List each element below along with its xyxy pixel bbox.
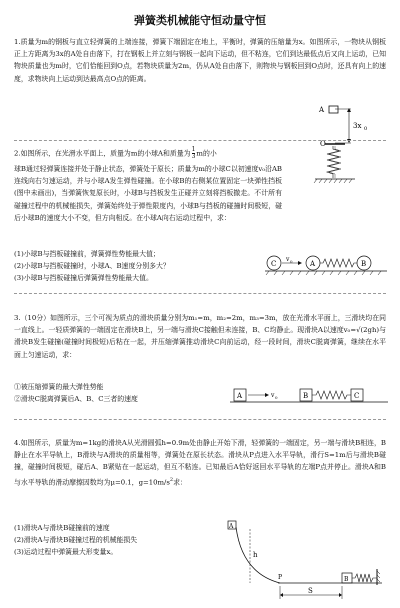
svg-text:C: C [271, 260, 277, 268]
svg-text:A: A [229, 523, 234, 530]
fig1-label-3x: 3x [353, 122, 362, 130]
svg-text:h: h [253, 551, 258, 559]
svg-text:S: S [308, 587, 313, 595]
svg-text:B: B [344, 576, 349, 583]
svg-text:B: B [361, 260, 367, 268]
question-4-figure [222, 515, 392, 605]
svg-text:0: 0 [364, 126, 368, 132]
fig4-ramp [236, 527, 283, 583]
fig1-label-a: A [319, 106, 325, 114]
svg-text:A: A [237, 392, 243, 400]
separator [14, 293, 386, 294]
separator [14, 140, 386, 141]
svg-text:B: B [303, 392, 309, 400]
svg-text:P: P [278, 574, 283, 581]
question-2-sub3: (3)小球B与挡板碰撞后弹簧弹性势能最大值。 [14, 274, 153, 282]
svg-text:0: 0 [275, 395, 278, 400]
question-2-figure [265, 253, 389, 277]
svg-text:0: 0 [290, 259, 293, 264]
svg-text:v: v [271, 392, 275, 399]
question-3-sub2: ②滑块C脱离弹簧后A、B、C三者的速度 [14, 395, 138, 403]
question-4-sub1: (1)滑块A与滑块B碰撞前的速度 [14, 524, 110, 532]
separator [14, 419, 386, 420]
question-1-text: 1.质量为m的钢板与直立轻弹簧的上端连接，弹簧下端固定在地上，平衡时，弹簧的压缩量为x。如图所示，一物块从钢板正上方距离为3x的A处自由落下，打在钢板上并立刻与钢板一起向下运动，但不粘连，它们到达最低点后又向上运动，已知物块质量也为m时，它们恰能回到O点，若物块质量为2m，仍从A处自由落下，则物块与钢板回到O点时，还具有向上的速度，求物块向上运动到达最高点O点的距离。 [14, 38, 386, 83]
fig3-spring [312, 391, 351, 399]
question-1-figure [285, 100, 385, 192]
question-2-sub1: (1)小球B与挡板碰撞前，弹簧弹性势能最大值； [14, 250, 160, 258]
svg-text:A: A [310, 260, 316, 268]
fig4-spring [352, 574, 377, 582]
question-2-body: 球B通过轻弹簧连接并处于静止状态，弹簧处于原长；质量为m的小球C以初速度v₀沿AB连线向右匀速运动，并与小球A发生弹性碰撞。在小球B的右侧某位置固定一块弹性挡板(图中未画出)，当弹簧恢复原长时，小球B与挡板发生正碰并立刻将挡板撤走。不计所有碰撞过程中的机械能损失，弹簧始终处于弹性限度内，小球B与挡板的碰撞时间极短，碰后小球B的速度大小不变，但方向相反。在小球A向右运动过程中，求： [14, 165, 282, 222]
question-3-figure [230, 385, 390, 411]
fig1-block [329, 106, 338, 113]
question-2-line1: 2.如图所示，在光滑水平面上，质量为m的小球A和质量为 $\frac{1}{3}$ m的小 [14, 146, 217, 160]
svg-text:C: C [354, 392, 360, 400]
fig2-spring [320, 259, 357, 267]
question-3-sub1: ①被压缩弹簧的最大弹性势能 [14, 383, 104, 391]
fig1-label-o: O [320, 140, 326, 148]
page-title: 弹簧类机械能守恒动量守恒 [134, 14, 266, 27]
question-4-sub2: (2)滑块A与滑块B碰撞过程的机械能损失 [14, 536, 138, 544]
question-4-sub3: (3)运动过程中弹簧最大形变量x。 [14, 548, 118, 556]
fraction: $\frac{1}{3}$ [191, 146, 196, 160]
svg-text:v: v [286, 256, 290, 263]
question-2-sub2: (2)小球B与挡板碰撞时，小球A、B速度分别多大？ [14, 262, 170, 270]
question-4-text: 4.如图所示，质量为m=1kg的滑块A从光滑圆弧h=0.9m处由静止开始下滑，轻弹簧的一端固定，另一端与滑块B相连，B静止在水平导轨上，B滑块与A滑块的质量相等，弹簧处在原长状态。滑块从P点进入水平导轨，滑行S=1m后与滑块B碰撞，碰撞时间极短，碰后A、B紧贴在一起运动，但互不粘连。已知最后A恰好返回水平导轨的左端P点并停止。滑块A和B与水平导轨的滑动摩擦因数均为μ=0.1，$g=10m/s^2$求： [14, 439, 386, 486]
question-3-text: 3.（10分）如图所示，三个可视为质点的滑块质量分别为m₁=m，m₂=2m，m₃=3m，放在光滑水平面上，三滑块均在同一直线上。一轻质弹簧的一端固定在滑块B上，另一端与滑块C接触但未连接，B、C均静止。现滑块A以速度v₀=√(2gh)与滑块B发生碰撞(碰撞时间极短)后粘在一起，并压缩弹簧推动滑块C向前运动，经一段时间，滑块C脱离弹簧，继续在水平面上匀速运动，求： [14, 314, 386, 359]
